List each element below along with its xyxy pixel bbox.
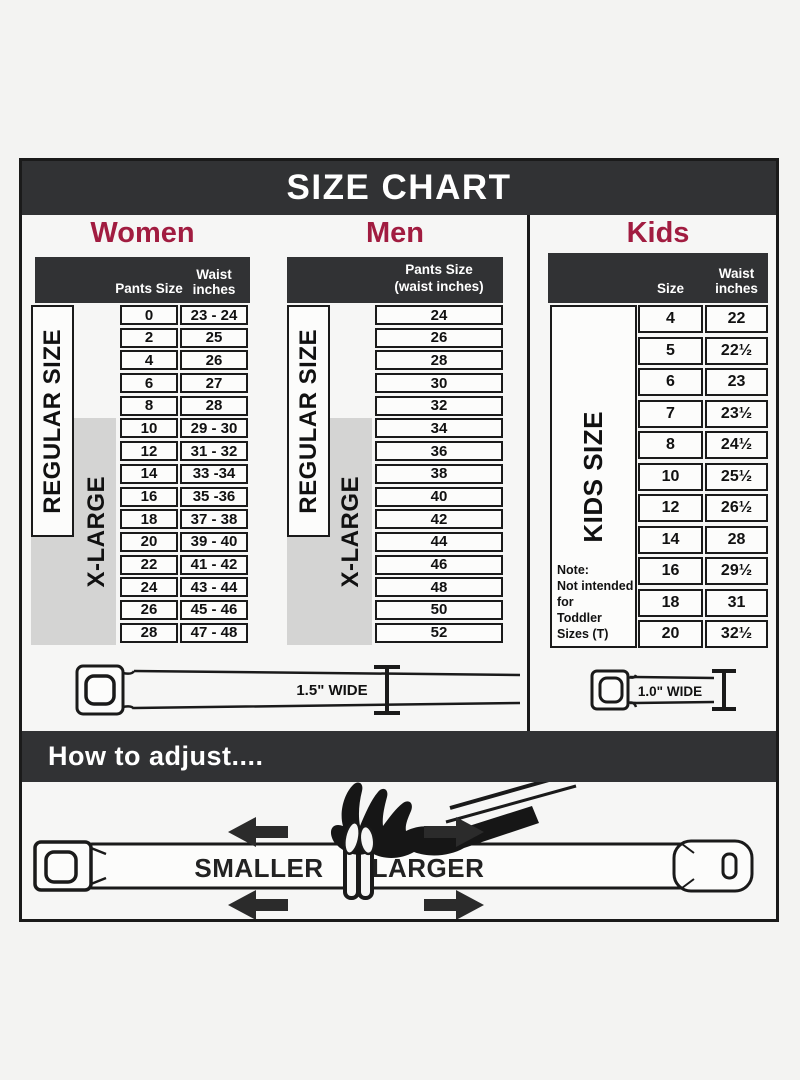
waist-cell: 33 -34 <box>180 464 248 484</box>
table-row <box>548 494 768 522</box>
waist-cell: 28 <box>705 526 768 554</box>
waist-cell: 47 - 48 <box>180 623 248 643</box>
men-col-line1: Pants Size <box>405 262 473 278</box>
size-cell: 7 <box>638 400 703 428</box>
kids-belt-width-label: 1.0" WIDE <box>637 684 703 699</box>
size-cell: 16 <box>638 557 703 585</box>
size-cell: 18 <box>638 589 703 617</box>
size-cell: 8 <box>638 431 703 459</box>
women-xlarge-label-wrap <box>74 418 120 645</box>
waist-cell: 39 - 40 <box>180 532 248 552</box>
women-col1-header: Pants Size <box>115 281 183 296</box>
adjust-title: How to adjust.... <box>48 741 264 771</box>
men-table-header <box>287 257 503 303</box>
waist-cell: 30 <box>375 373 503 393</box>
kids-header: Kids <box>626 217 690 249</box>
women-col2-header <box>179 267 249 298</box>
kids-table-header <box>548 253 768 303</box>
waist-cell: 35 -36 <box>180 487 248 507</box>
waist-cell: 38 <box>375 464 503 484</box>
waist-cell: 25 <box>180 328 248 348</box>
women-col2-line2: inches <box>192 282 236 298</box>
table-row <box>548 400 768 428</box>
size-cell: 10 <box>638 463 703 491</box>
men-regular-box <box>287 305 330 537</box>
women-xlarge-label: X-LARGE <box>83 475 110 588</box>
belt-buckle-icon <box>592 671 636 709</box>
waist-cell: 40 <box>375 487 503 507</box>
pants-size-cell: 8 <box>120 396 178 416</box>
table-row <box>548 589 768 617</box>
waist-cell: 24½ <box>705 431 768 459</box>
pants-size-cell: 18 <box>120 509 178 529</box>
pants-size-cell: 12 <box>120 441 178 461</box>
waist-cell: 48 <box>375 577 503 597</box>
waist-cell: 22 <box>705 305 768 333</box>
belt-tip-icon <box>674 841 752 891</box>
pants-size-cell: 24 <box>120 577 178 597</box>
title-bar <box>22 161 776 215</box>
table-row <box>548 305 768 333</box>
kids-col2-line1: Waist <box>718 265 755 281</box>
pants-size-cell: 28 <box>120 623 178 643</box>
size-panels <box>22 215 776 731</box>
belt-buckle-icon <box>77 666 134 714</box>
waist-cell: 25½ <box>705 463 768 491</box>
waist-cell: 45 - 46 <box>180 600 248 620</box>
waist-cell: 31 - 32 <box>180 441 248 461</box>
waist-cell: 29 - 30 <box>180 418 248 438</box>
adjust-section-bar <box>22 731 776 782</box>
women-men-belt-graphic <box>22 662 527 728</box>
kids-col2-line2: inches <box>715 281 758 297</box>
men-header: Men <box>366 217 424 249</box>
arrow-left-bottom-icon <box>228 890 288 919</box>
kids-note-line3: Toddler Sizes (T) <box>557 611 609 641</box>
kids-panel <box>527 215 776 731</box>
kids-table <box>548 253 768 642</box>
waist-cell: 43 - 44 <box>180 577 248 597</box>
pants-size-cell: 20 <box>120 532 178 552</box>
waist-cell: 23 - 24 <box>180 305 248 325</box>
women-table-header <box>35 257 250 303</box>
pants-size-cell: 2 <box>120 328 178 348</box>
waist-cell: 29½ <box>705 557 768 585</box>
size-cell: 4 <box>638 305 703 333</box>
pants-size-cell: 4 <box>120 350 178 370</box>
kids-rows <box>548 305 768 652</box>
waist-cell: 41 - 42 <box>180 555 248 575</box>
women-men-belt-width-label: 1.5" WIDE <box>296 682 368 699</box>
adjust-illustration-area <box>22 782 776 919</box>
pants-size-cell: 10 <box>120 418 178 438</box>
kids-col1-header: Size <box>656 281 684 296</box>
kids-col2-header <box>705 266 768 297</box>
waist-cell: 22½ <box>705 337 768 365</box>
page-title: SIZE CHART <box>286 168 512 207</box>
size-cell: 12 <box>638 494 703 522</box>
table-row <box>548 368 768 396</box>
women-regular-label: REGULAR SIZE <box>38 328 66 514</box>
kids-note-line1: Note: <box>557 563 589 577</box>
women-table <box>35 257 250 642</box>
kids-note-line2: Not intended for <box>557 579 634 609</box>
women-regular-box <box>31 305 74 537</box>
waist-cell: 44 <box>375 532 503 552</box>
table-row <box>548 337 768 365</box>
kids-size-label: KIDS SIZE <box>578 410 608 543</box>
waist-cell: 26 <box>375 328 503 348</box>
pants-size-cell: 0 <box>120 305 178 325</box>
waist-cell: 34 <box>375 418 503 438</box>
larger-label: LARGER <box>371 853 485 883</box>
table-row <box>548 463 768 491</box>
waist-cell: 31 <box>705 589 768 617</box>
waist-cell: 27 <box>180 373 248 393</box>
pants-size-cell: 26 <box>120 600 178 620</box>
waist-cell: 52 <box>375 623 503 643</box>
waist-cell: 37 - 38 <box>180 509 248 529</box>
waist-cell: 46 <box>375 555 503 575</box>
pants-size-cell: 14 <box>120 464 178 484</box>
table-row <box>548 431 768 459</box>
women-col2-line1: Waist <box>196 266 232 282</box>
pants-size-cell: 6 <box>120 373 178 393</box>
width-marker-icon <box>712 671 736 709</box>
table-row <box>548 620 768 648</box>
waist-cell: 42 <box>375 509 503 529</box>
waist-cell: 32½ <box>705 620 768 648</box>
waist-cell: 28 <box>180 396 248 416</box>
women-header: Women <box>90 217 195 249</box>
size-chart-frame <box>19 158 779 922</box>
size-cell: 5 <box>638 337 703 365</box>
waist-cell: 28 <box>375 350 503 370</box>
pants-size-cell: 22 <box>120 555 178 575</box>
kids-belt-graphic <box>530 662 776 728</box>
men-xlarge-label-wrap <box>328 418 374 645</box>
pants-size-cell: 16 <box>120 487 178 507</box>
men-table <box>287 257 503 642</box>
waist-cell: 36 <box>375 441 503 461</box>
men-xlarge-label: X-LARGE <box>337 475 364 588</box>
men-col-header <box>375 262 503 296</box>
size-cell: 20 <box>638 620 703 648</box>
table-row <box>548 526 768 554</box>
waist-cell: 23½ <box>705 400 768 428</box>
waist-cell: 26½ <box>705 494 768 522</box>
waist-cell: 50 <box>375 600 503 620</box>
adjust-illustration <box>22 782 776 919</box>
waist-cell: 32 <box>375 396 503 416</box>
table-row <box>548 557 768 585</box>
smaller-label: SMALLER <box>194 853 324 883</box>
men-regular-label: REGULAR SIZE <box>294 328 322 514</box>
arrow-right-bottom-icon <box>424 890 484 919</box>
waist-cell: 26 <box>180 350 248 370</box>
waist-cell: 23 <box>705 368 768 396</box>
waist-cell: 24 <box>375 305 503 325</box>
women-men-panel <box>22 215 527 731</box>
size-cell: 6 <box>638 368 703 396</box>
men-col-line2: (waist inches) <box>394 279 484 295</box>
size-cell: 14 <box>638 526 703 554</box>
